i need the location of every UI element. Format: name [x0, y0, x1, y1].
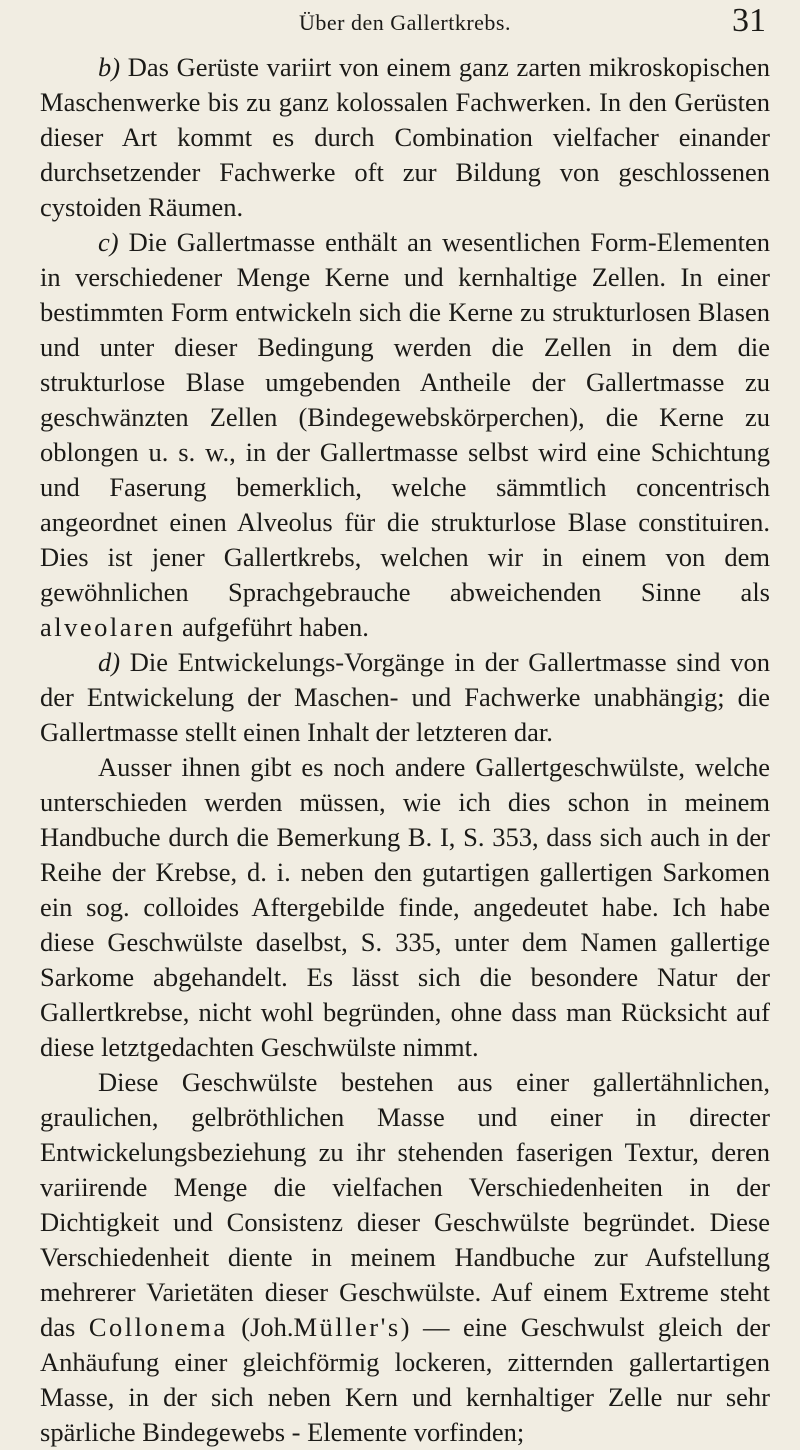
emphasis-alveolaren: alveolaren — [40, 612, 176, 642]
body-text — [40, 50, 770, 1450]
paragraph-ausser — [40, 750, 770, 1065]
paragraph-ausser-text: Ausser ihnen gibt es noch andere Gallertgeschwülste, welche unterschieden werden müssen, wie ich dies schon in meinem Handbuche durch die Bemerkung B. I, S. 353, dass sich auch in der Reihe der Krebse, d. i. neben den gutartigen gallertigen Sarkomen ein sog. colloides Aftergebilde finde, angedeutet habe. Ich habe diese Geschwülste daselbst, S. 335, unter dem Namen gallertige Sarkome abgehandelt. Es lässt sich die besondere Natur der Gallertkrebse, nicht wohl begründen, ohne dass man Rücksicht auf diese letztgedachten Geschwülste nimmt. — [40, 752, 770, 1062]
emphasis-collonema: Collonema — [88, 1312, 228, 1342]
running-title: Über den Gallertkrebs. — [299, 10, 511, 35]
item-label-c: c) — [98, 227, 119, 257]
item-label-d: d) — [98, 647, 121, 677]
paragraph-diese-text: Diese Geschwülste bestehen aus einer gallertähnlichen, graulichen, gelbröthlichen Masse und einer in directer Entwickelungsbeziehung zu ihr stehenden faserigen Textur, deren variirende Menge die vielfachen Verschiedenheiten in der Dichtigkeit und Consistenz dieser Geschwülste begründet. Diese Verschiedenheit diente in meinem Handbuche zur Aufstellung mehrerer Varietäten dieser Geschwülste. Auf einem Extreme steht das — [40, 1067, 770, 1342]
paragraph-diese-text-mid: (Joh. — [241, 1312, 294, 1342]
paragraph-c-text: Die Gallertmasse enthält an wesentlichen Form-Elementen in verschiedener Menge Kerne und kernhaltige Zellen. In einer bestimmten Form entwickeln sich die Kerne zu strukturlosen Blasen und unter dieser Bedingung werden die Zellen in dem die strukturlose Blase umgebenden Antheile der Gallertmasse zu geschwänzten Zellen (Bindegewebskörperchen), die Kerne zu oblongen u. s. w., in der Gallertmasse selbst wird eine Schichtung und Faserung bemerklich, welche sämmtlich concentrisch angeordnet einen Alveolus für die strukturlose Blase constituiren. Dies ist jener Gallertkrebs, welchen wir in einem von dem gewöhnlichen Sprachgebrauche abweichenden Sinne als — [40, 227, 770, 607]
paragraph-c-text-end: aufgeführt haben. — [181, 612, 369, 642]
paragraph-c — [40, 225, 770, 645]
paragraph-d-text: Die Entwickelungs-Vorgänge in der Gallertmasse sind von der Entwickelung der Maschen- und Fachwerke unabhängig; die Gallertmasse stellt einen Inhalt der letzteren dar. — [40, 647, 770, 747]
paragraph-b-text: Das Gerüste variirt von einem ganz zarten mikroskopischen Maschenwerke bis zu ganz kolossalen Fachwerken. In den Gerüsten dieser Art kommt es durch Combination vielfacher einander durchsetzender Fachwerke oft zur Bildung von geschlossenen cystoiden Räumen. — [40, 52, 770, 222]
item-label-b: b) — [98, 52, 121, 82]
emphasis-mueller: Müller's — [293, 1312, 401, 1342]
paragraph-diese-text-end: ) — eine Geschwulst gleich der Anhäufung einer gleichförmig lockeren, zitternden gallertartigen Masse, in der sich neben Kern und kernhaltiger Zelle nur sehr spärliche Bindegewebs - Elemente vorfinden; — [40, 1312, 771, 1447]
paragraph-diese — [40, 1065, 770, 1450]
paragraph-d — [40, 645, 770, 750]
running-head — [40, 0, 770, 46]
paragraph-b — [40, 50, 770, 225]
page-number: 31 — [732, 2, 766, 39]
